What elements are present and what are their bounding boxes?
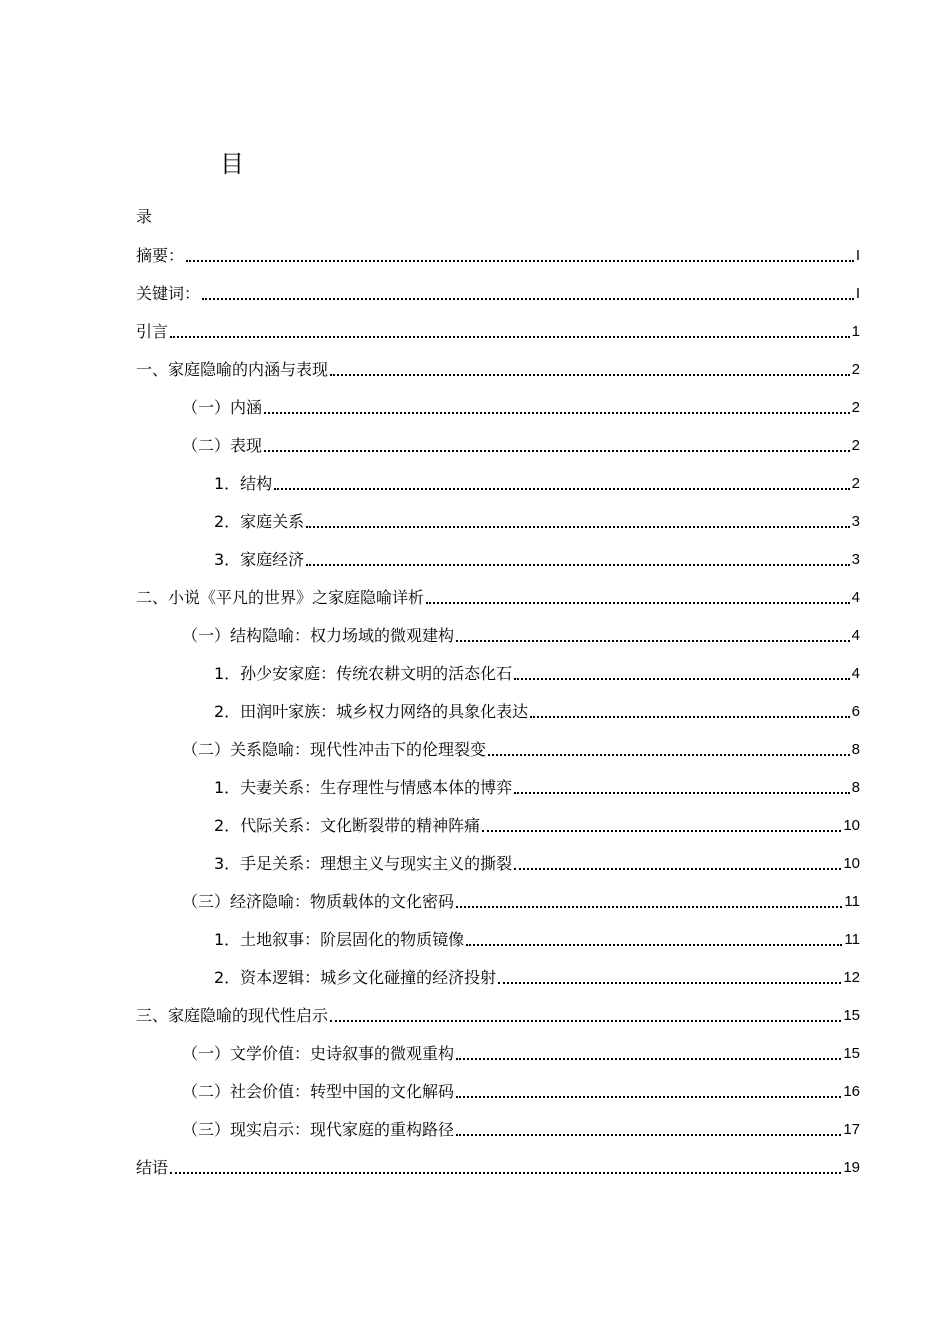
- toc-entry-label: 2．家庭关系: [214, 512, 305, 531]
- toc-entry-label: 摘要：: [136, 246, 185, 265]
- toc-entry-page: 8: [851, 741, 860, 758]
- dot-leader: [330, 374, 850, 376]
- dot-leader: [456, 906, 842, 908]
- dot-leader: [170, 1172, 841, 1174]
- dot-leader: [456, 1058, 841, 1060]
- toc-entry-label: 结语: [136, 1158, 169, 1177]
- dot-leader: [514, 678, 849, 680]
- toc-entry-conclusion[interactable]: [136, 1154, 860, 1180]
- toc-entry-label: 2．资本逻辑：城乡文化碰撞的经济投射: [214, 968, 497, 987]
- toc-entry-section[interactable]: [182, 1078, 860, 1104]
- toc-entry-label: 引言: [136, 322, 169, 341]
- dot-leader: [264, 450, 850, 452]
- toc-entry-label: 1．孙少安家庭：传统农耕文明的活态化石: [214, 664, 513, 683]
- toc-entry-label: 3．家庭经济: [214, 550, 305, 569]
- toc-entry-subsection[interactable]: [214, 546, 860, 572]
- toc-entry-label: （一）内涵: [182, 398, 263, 417]
- toc-entry-label: 2．田润叶家族：城乡权力网络的具象化表达: [214, 702, 529, 721]
- toc-entry-keywords[interactable]: [136, 280, 860, 306]
- dot-leader: [456, 640, 850, 642]
- toc-entry-label: 一、家庭隐喻的内涵与表现: [136, 360, 329, 379]
- toc-entry-label: 2．代际关系：文化断裂带的精神阵痛: [214, 816, 481, 835]
- toc-entry-page: 2: [851, 361, 860, 378]
- toc-entry-page: 11: [844, 893, 860, 910]
- toc-entry-page: 4: [851, 627, 860, 644]
- toc-entry-page: 11: [844, 931, 860, 948]
- dot-leader: [170, 336, 850, 338]
- toc-entry-section[interactable]: [182, 736, 860, 762]
- toc-entry-introduction[interactable]: [136, 318, 860, 344]
- toc-entry-page: 3: [851, 513, 860, 530]
- toc-entry-label: （二）表现: [182, 436, 263, 455]
- dot-leader: [514, 792, 849, 794]
- toc-entry-subsection[interactable]: [214, 774, 860, 800]
- dot-leader: [456, 1096, 841, 1098]
- toc-entry-subsection[interactable]: [214, 926, 860, 952]
- toc-entry-section[interactable]: [182, 432, 860, 458]
- toc-entry-page: 19: [843, 1159, 860, 1176]
- toc-entry-label: （二）关系隐喻：现代性冲击下的伦理裂变: [182, 740, 487, 759]
- toc-entry-page: 4: [851, 665, 860, 682]
- toc-title-main: 目: [220, 150, 244, 178]
- toc-entry-abstract[interactable]: [136, 242, 860, 268]
- dot-leader: [488, 754, 850, 756]
- dot-leader: [264, 412, 850, 414]
- dot-leader: [426, 602, 850, 604]
- toc-entry-page: 12: [843, 969, 860, 986]
- toc-entry-chapter-2[interactable]: [136, 584, 860, 610]
- toc-entry-label: 1．夫妻关系：生存理性与情感本体的博弈: [214, 778, 513, 797]
- toc-entry-page: 2: [851, 437, 860, 454]
- toc-entry-subsection[interactable]: [214, 964, 860, 990]
- toc-entry-page: I: [855, 285, 860, 302]
- dot-leader: [498, 982, 841, 984]
- toc-entry-label: 1．结构: [214, 474, 273, 493]
- toc-entry-chapter-3[interactable]: [136, 1002, 860, 1028]
- dot-leader: [306, 526, 849, 528]
- dot-leader: [514, 868, 841, 870]
- toc-entry-page: 8: [851, 779, 860, 796]
- dot-leader: [186, 260, 854, 262]
- toc-entry-subsection[interactable]: [214, 660, 860, 686]
- toc-entry-page: 10: [843, 855, 860, 872]
- dot-leader: [482, 830, 841, 832]
- toc-entry-subsection[interactable]: [214, 850, 860, 876]
- toc-entry-label: （二）社会价值：转型中国的文化解码: [182, 1082, 455, 1101]
- toc-entry-subsection[interactable]: [214, 470, 860, 496]
- toc-entry-page: 6: [851, 703, 860, 720]
- toc-entry-section[interactable]: [182, 394, 860, 420]
- toc-entry-label: 1．土地叙事：阶层固化的物质镜像: [214, 930, 465, 949]
- toc-entry-subsection[interactable]: [214, 698, 860, 724]
- toc-entry-page: 2: [851, 475, 860, 492]
- toc-entry-page: 4: [851, 589, 860, 606]
- dot-leader: [466, 944, 842, 946]
- dot-leader: [530, 716, 849, 718]
- toc-entry-section[interactable]: [182, 888, 860, 914]
- toc-title-tail: 录: [136, 207, 153, 226]
- toc-entry-chapter-1[interactable]: [136, 356, 860, 382]
- toc-entry-label: （三）经济隐喻：物质载体的文化密码: [182, 892, 455, 911]
- toc-entry-page: 16: [843, 1083, 860, 1100]
- toc-entry-page: 1: [851, 323, 860, 340]
- toc-entry-page: 3: [851, 551, 860, 568]
- toc-entry-label: （三）现实启示：现代家庭的重构路径: [182, 1120, 455, 1139]
- dot-leader: [306, 564, 849, 566]
- toc-entry-label: 3．手足关系：理想主义与现实主义的撕裂: [214, 854, 513, 873]
- toc-entry-section[interactable]: [182, 1116, 860, 1142]
- toc-entry-page: I: [855, 247, 860, 264]
- dot-leader: [202, 298, 854, 300]
- toc-entry-subsection[interactable]: [214, 508, 860, 534]
- toc-entry-page: 10: [843, 817, 860, 834]
- dot-leader: [330, 1020, 841, 1022]
- toc-entry-subsection[interactable]: [214, 812, 860, 838]
- dot-leader: [456, 1134, 841, 1136]
- toc-entry-section[interactable]: [182, 622, 860, 648]
- toc-entry-label: （一）结构隐喻：权力场域的微观建构: [182, 626, 455, 645]
- toc-entry-label: 三、家庭隐喻的现代性启示: [136, 1006, 329, 1025]
- toc-entry-page: 2: [851, 399, 860, 416]
- toc-entry-label: （一）文学价值：史诗叙事的微观重构: [182, 1044, 455, 1063]
- dot-leader: [274, 488, 849, 490]
- toc-entry-page: 15: [843, 1045, 860, 1062]
- toc-entry-page: 15: [843, 1007, 860, 1024]
- toc-entry-page: 17: [843, 1121, 860, 1138]
- toc-entry-section[interactable]: [182, 1040, 860, 1066]
- toc-entry-label: 关键词：: [136, 284, 201, 303]
- toc-entry-label: 二、小说《平凡的世界》之家庭隐喻详析: [136, 588, 425, 607]
